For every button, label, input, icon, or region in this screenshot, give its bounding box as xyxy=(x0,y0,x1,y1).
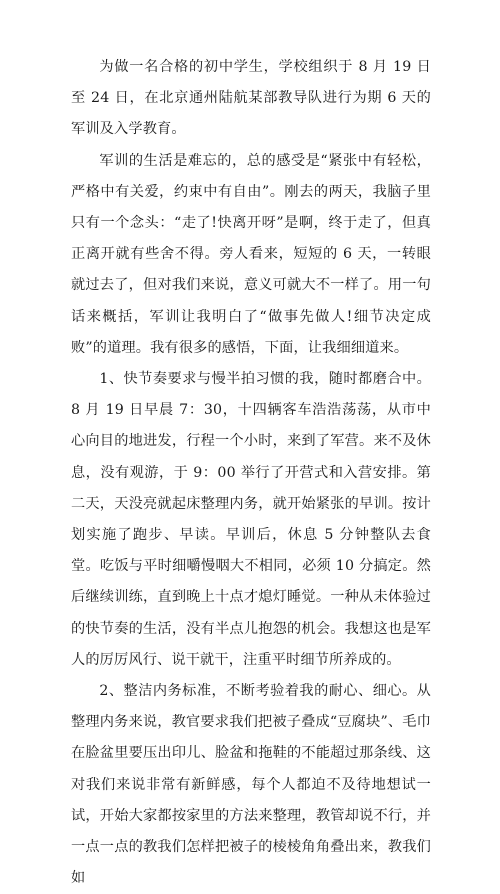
paragraph-point-1: 1、快节奏要求与慢半拍习惯的我，随时都磨合中。8 月 19 日早晨 7：30，十四辆客车浩浩荡荡，从市中心向目的地进发，行程一个小时，来到了军营。来不及休息，没有观游，于 9：00 举行了开营式和入营安排。第二天，天没亮就起床整理内务，就开始紧张的早训。按计划实施了跑步、早读。早训后，休息 5 分钟整队去食堂。吃饭与平时细嚼慢咽大不相同，必须 10 分搞定。然后继续训练，直到晚上十点才熄灯睡觉。一种从未体验过的快节奏的生活，没有半点儿抱怨的机会。我想这也是军人的厉厉风行、说干就干，注重平时细节所养成的。 xyxy=(71,371,431,668)
paragraph-point-2: 2、整洁内务标准，不断考验着我的耐心、细心。从整理内务来说，教官要求我们把被子叠成“豆腐块”、毛巾在脸盆里要压出印儿、脸盆和拖鞋的不能超过那条线、这对我们来说非常有新鲜感，每个人都迫不及待地想试一试，开始大家都按家里的方法来整理，教管却说不行，并一点一点的教我们怎样把被子的棱棱角角叠出来，教我们如 xyxy=(71,683,431,887)
paragraph-intro: 为做一名合格的初中学生，学校组织于 8 月 19 日至 24 日，在北京通州陆航某部教导队进行为期 6 天的军训及入学教育。 xyxy=(71,59,431,138)
paragraph-feelings: 军训的生活是难忘的，总的感受是“紧张中有轻松，严格中有关爱，约束中有自由”。刚去的两天，我脑子里只有一个念头：“走了!快离开呀”是啊，终于走了，但真正离开就有些舍不得。旁人看来，短短的 6 天，一转眼就过去了，但对我们来说，意义可就大不一样了。用一句话来概括，军训让我明白了“做事先做人!细节决定成败”的道理。我有很多的感悟，下面，让我细细道来。 xyxy=(71,152,431,356)
document-page xyxy=(71,52,431,894)
